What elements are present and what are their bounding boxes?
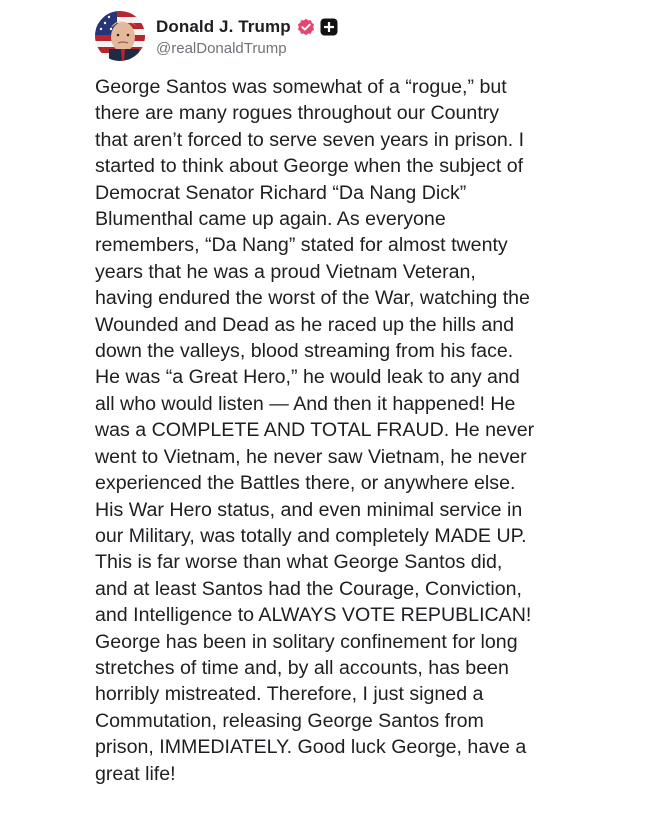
author-info [156, 15, 338, 57]
post-header [95, 8, 338, 64]
avatar[interactable] [95, 11, 145, 61]
post-body-text: George Santos was somewhat of a “rogue,” but there are many rogues throughout our Country that aren’t forced to serve seven years in prison. I started to think about George when the subject of Democrat Senator Richard “Da Nang Dick” Blumenthal came up again. As everyone remembers, “Da Nang” stated for almost twenty years that he was a proud Vietnam Veteran, having endured the worst of the War, watching the Wounded and Dead as he raced up the hills and down the valleys, blood streaming from his face. He was “a Great Hero,” he would leak to any and all who would listen — And then it happened! He was a COMPLETE AND TOTAL FRAUD. He never went to Vietnam, he never saw Vietnam, he never experienced the Battles there, or anywhere else. His War Hero status, and even minimal service in our Military, was totally and completely MADE UP. This is far worse than what George Santos did, and at least Santos had the Courage, Conviction, and Intelligence to ALWAYS VOTE REPUBLICAN! George has been in solitary confinement for long stretches of time and, by all accounts, has been horribly mistreated. Therefore, I just signed a Commutation, releasing George Santos from prison, IMMEDIATELY. Good luck George, have a great life! [95, 76, 535, 785]
author-handle[interactable]: @realDonaldTrump [156, 40, 287, 57]
verified-badge-icon [297, 18, 315, 36]
name-row [156, 15, 338, 39]
display-name[interactable]: Donald J. Trump [156, 17, 291, 36]
plus-square-icon[interactable] [320, 18, 338, 36]
